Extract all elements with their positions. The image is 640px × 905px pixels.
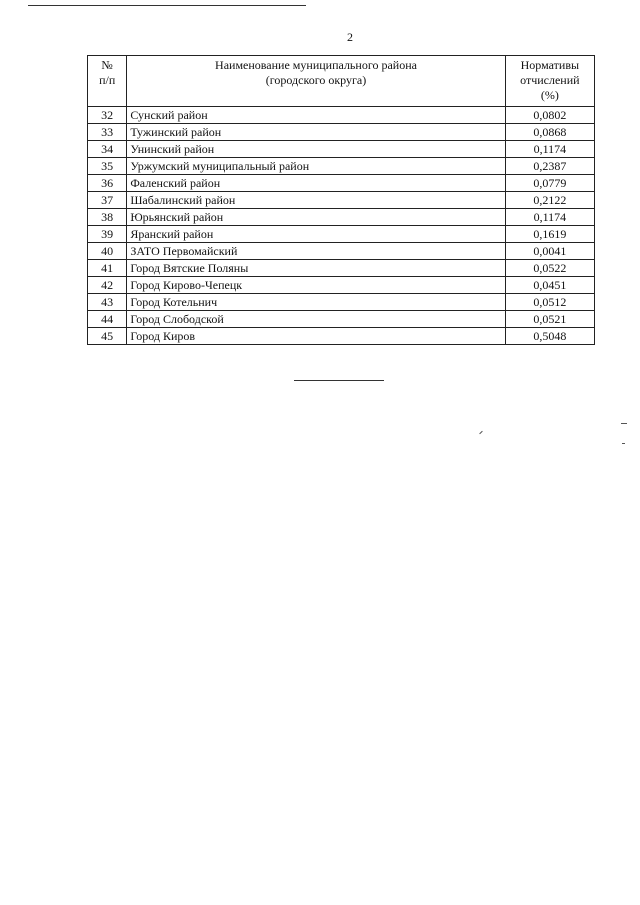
row-value: 0,0521 [505, 311, 594, 328]
header-value-label: Нормативы отчислений (%) [520, 58, 580, 102]
page-number: 2 [347, 30, 353, 44]
header-number [88, 56, 127, 107]
end-rule [294, 380, 384, 381]
row-name: Яранский район [127, 226, 505, 243]
row-name: Сунский район [127, 107, 505, 124]
row-number: 35 [88, 158, 127, 175]
norms-table [87, 55, 595, 345]
row-number: 45 [88, 328, 127, 345]
row-number: 38 [88, 209, 127, 226]
row-number: 39 [88, 226, 127, 243]
table-row [88, 260, 595, 277]
row-name: Тужинский район [127, 124, 505, 141]
header-number-label: № п/п [99, 58, 116, 87]
table-row [88, 192, 595, 209]
row-name: Город Слободской [127, 311, 505, 328]
table-row [88, 294, 595, 311]
header-value [505, 56, 594, 107]
row-name: Юрьянский район [127, 209, 505, 226]
header-name-label: Наименование муниципального района (городского округа) [215, 58, 417, 87]
scan-speck [622, 443, 625, 444]
scan-speck [621, 423, 627, 424]
row-name: Город Киров [127, 328, 505, 345]
row-value: 0,0512 [505, 294, 594, 311]
row-number: 43 [88, 294, 127, 311]
row-value: 0,2387 [505, 158, 594, 175]
row-value: 0,0451 [505, 277, 594, 294]
table-row [88, 141, 595, 158]
row-name: Унинский район [127, 141, 505, 158]
row-value: 0,1174 [505, 209, 594, 226]
table-row [88, 243, 595, 260]
row-value: 0,0802 [505, 107, 594, 124]
table-row [88, 124, 595, 141]
row-value: 0,0779 [505, 175, 594, 192]
row-name: Шабалинский район [127, 192, 505, 209]
table-row [88, 107, 595, 124]
row-value: 0,0522 [505, 260, 594, 277]
table-row [88, 175, 595, 192]
header-name [127, 56, 505, 107]
row-value: 0,1174 [505, 141, 594, 158]
table-body [88, 107, 595, 345]
row-number: 44 [88, 311, 127, 328]
table-row [88, 277, 595, 294]
row-number: 33 [88, 124, 127, 141]
row-name: ЗАТО Первомайский [127, 243, 505, 260]
row-name: Город Кирово-Чепецк [127, 277, 505, 294]
row-name: Город Котельнич [127, 294, 505, 311]
row-value: 0,0041 [505, 243, 594, 260]
row-value: 0,2122 [505, 192, 594, 209]
row-number: 36 [88, 175, 127, 192]
row-number: 40 [88, 243, 127, 260]
row-value: 0,5048 [505, 328, 594, 345]
row-number: 42 [88, 277, 127, 294]
row-number: 41 [88, 260, 127, 277]
row-number: 32 [88, 107, 127, 124]
table-row [88, 328, 595, 345]
table-header-row [88, 56, 595, 107]
row-number: 34 [88, 141, 127, 158]
row-value: 0,0868 [505, 124, 594, 141]
table-row [88, 311, 595, 328]
table-row [88, 209, 595, 226]
top-rule [28, 5, 306, 6]
row-name: Город Вятские Поляны [127, 260, 505, 277]
scan-speck [479, 431, 483, 435]
row-number: 37 [88, 192, 127, 209]
row-name: Фаленский район [127, 175, 505, 192]
table-row [88, 158, 595, 175]
row-value: 0,1619 [505, 226, 594, 243]
row-name: Уржумский муниципальный район [127, 158, 505, 175]
table-row [88, 226, 595, 243]
